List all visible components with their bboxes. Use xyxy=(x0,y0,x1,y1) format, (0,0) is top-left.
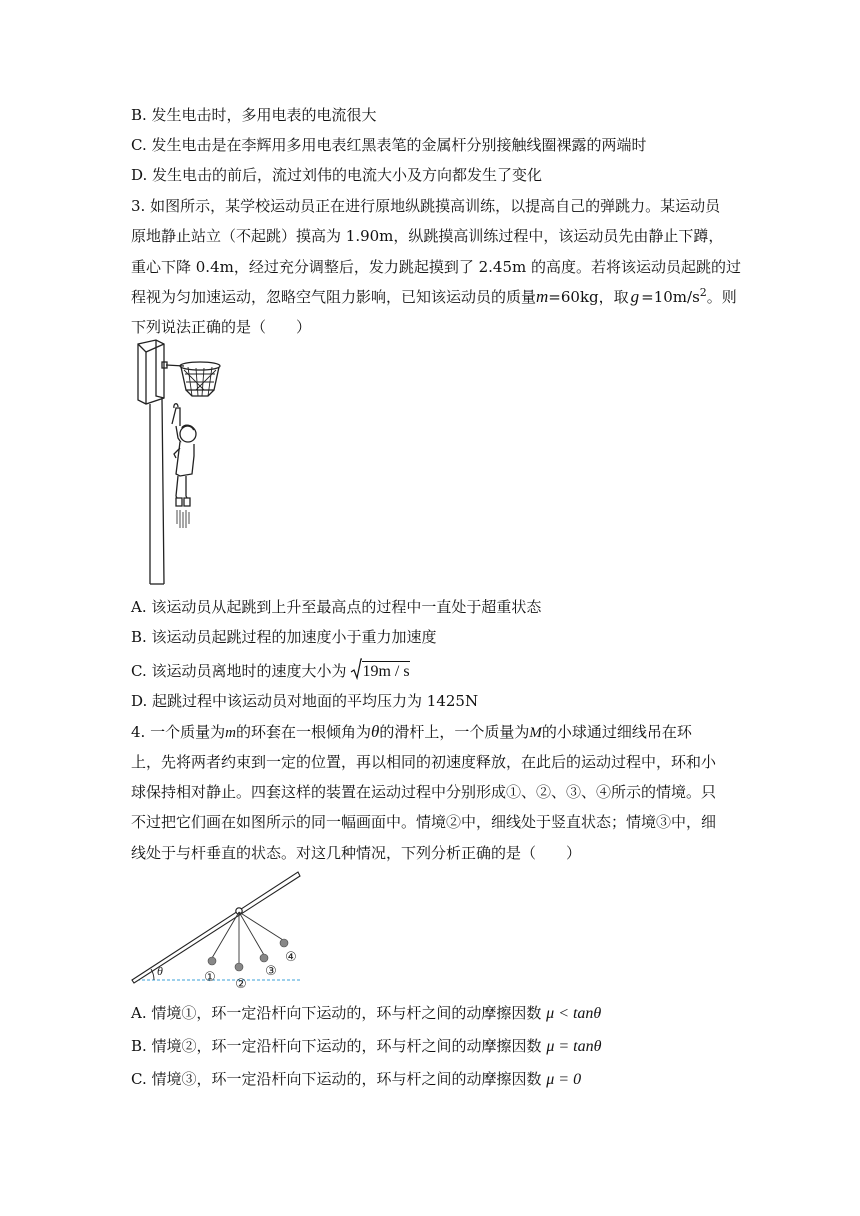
option-4C-math: μ = 0 xyxy=(546,1071,582,1088)
option-4B-text: B. 情境②，环一定沿杆向下运动的，环与杆之间的动摩擦因数 xyxy=(131,1037,542,1055)
question-3-line-1: 3. 如图所示，某学校运动员正在进行原地纵跳摸高训练，以提高自己的弹跳力。某运动员 xyxy=(131,197,721,215)
ball-mass-symbol: M xyxy=(529,725,542,741)
option-2B: B. 发生电击时，多用电表的电流很大 xyxy=(131,106,377,124)
option-4B-math: μ = tanθ xyxy=(546,1038,602,1055)
option-2D: D. 发生电击的前后，流过刘伟的电流大小及方向都发生了变化 xyxy=(131,166,543,184)
figure-label-2: ② xyxy=(235,977,247,992)
q4-text-1b: 的环套在一根倾角为 xyxy=(235,723,371,741)
figure-theta-label: θ xyxy=(157,964,163,978)
sqrt-sign-icon xyxy=(350,658,362,680)
q4-text-1d: 的小球通过细线吊在环 xyxy=(541,723,692,741)
question-3-line-3: 重心下降 0.4m，经过充分调整后，发力跳起摸到了 2.45m 的高度。若将该运动员起跳的过 xyxy=(131,258,742,276)
option-3C xyxy=(131,658,410,683)
question-4-line-2: 上，先将两者约束到一定的位置，再以相同的初速度释放，在此后的运动过程中，环和小 xyxy=(131,753,717,771)
incline-rod-figure xyxy=(128,866,308,992)
q3-text-4c: =10m/s xyxy=(641,288,700,306)
g-symbol: g xyxy=(630,287,640,306)
option-4C xyxy=(131,1068,581,1091)
question-3-line-2: 原地静止站立（不起跳）摸高为 1.90m，纵跳摸高训练过程中，该运动员先由静止下蹲， xyxy=(131,227,724,245)
superscript-2: 2 xyxy=(699,286,707,299)
q3-text-4d: 。则 xyxy=(706,288,737,306)
ring-mass-symbol: m xyxy=(225,725,236,741)
option-3D: D. 起跳过程中该运动员对地面的平均压力为 1425N xyxy=(131,692,479,710)
figure-label-4: ④ xyxy=(285,950,297,965)
option-3C-text: C. 该运动员离地时的速度大小为 xyxy=(131,662,347,680)
q3-text-4b: =60kg，取 xyxy=(548,288,629,306)
figure-label-1: ① xyxy=(204,970,216,985)
option-4A xyxy=(131,1002,601,1025)
option-4C-text: C. 情境③，环一定沿杆向下运动的，环与杆之间的动摩擦因数 xyxy=(131,1070,542,1088)
sqrt-radicand: 19m / s xyxy=(362,663,410,680)
option-3A: A. 该运动员从起跳到上升至最高点的过程中一直处于超重状态 xyxy=(131,598,542,616)
q3-text-4a: 程视为匀加速运动，忽略空气阻力影响，已知该运动员的质量 xyxy=(131,288,537,306)
question-3-line-4 xyxy=(131,286,737,308)
q4-text-1a: 4. 一个质量为 xyxy=(131,723,226,741)
option-4A-text: A. 情境①，环一定沿杆向下运动的，环与杆之间的动摩擦因数 xyxy=(131,1004,542,1022)
question-4-line-1 xyxy=(131,721,692,744)
angle-symbol: θ xyxy=(370,722,380,741)
question-4-line-4: 不过把它们画在如图所示的同一幅画面中。情境②中，细线处于竖直状态；情境③中，细 xyxy=(131,813,717,831)
q4-text-1c: 的滑杆上，一个质量为 xyxy=(379,723,530,741)
question-3-line-5: 下列说法正确的是（ ） xyxy=(131,318,312,336)
option-4B xyxy=(131,1035,601,1058)
figure-label-3: ③ xyxy=(265,964,277,979)
option-2C: C. 发生电击是在李辉用多用电表红黑表笔的金属杆分别接触线圈裸露的两端时 xyxy=(131,136,647,154)
option-4A-math: μ < tanθ xyxy=(546,1005,602,1022)
mass-symbol: m xyxy=(536,287,549,306)
question-4-line-3: 球保持相对静止。四套这样的装置在运动过程中分别形成①、②、③、④所示的情境。只 xyxy=(131,783,717,801)
question-4-line-5: 线处于与杆垂直的状态。对这几种情况，下列分析正确的是（ ） xyxy=(131,844,582,862)
option-3B: B. 该运动员起跳过程的加速度小于重力加速度 xyxy=(131,628,437,646)
basketball-jump-figure xyxy=(130,338,230,588)
